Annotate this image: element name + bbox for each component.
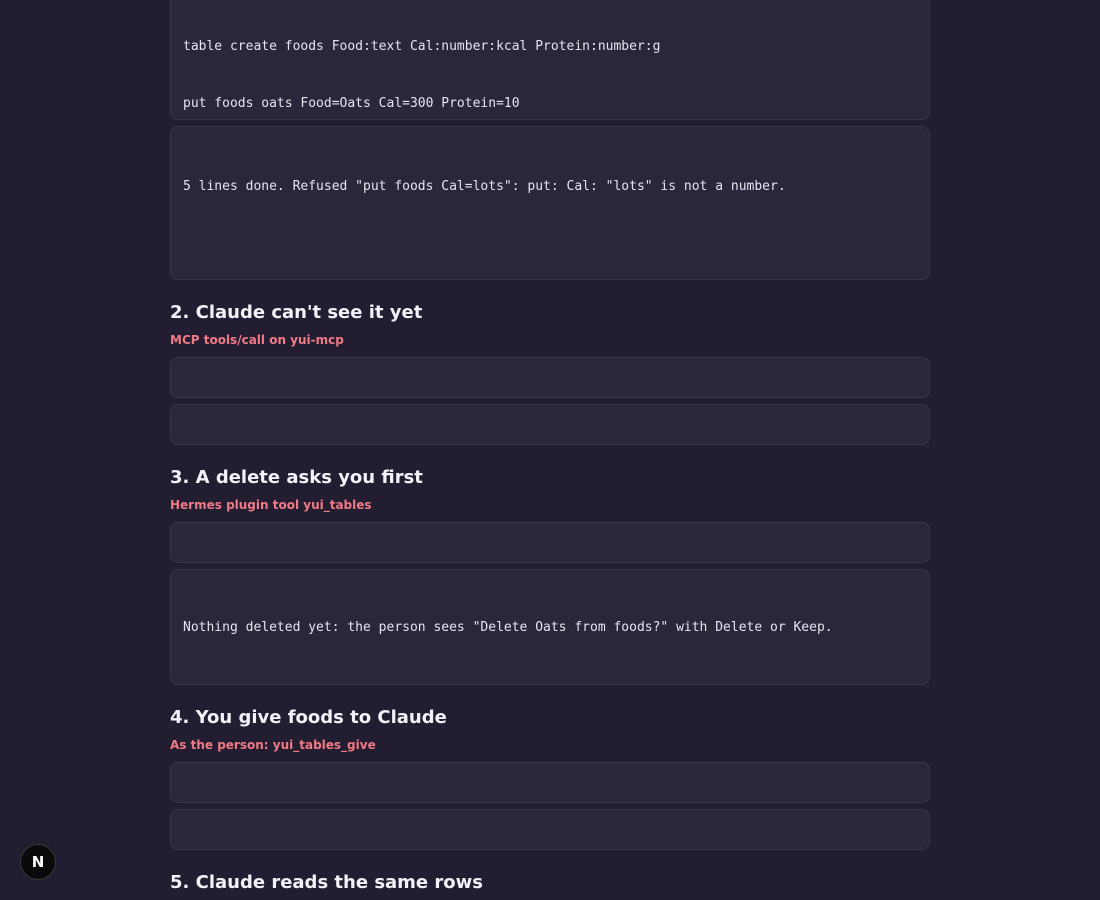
code-line: table create foods Food:text Cal:number:kcal Protein:number:g: [183, 39, 661, 54]
output-line: 5 lines done. Refused "put foods Cal=lots": put: Cal: "lots" is not a number.: [183, 179, 786, 194]
section-subheading: Hermes plugin tool yui_tables: [170, 498, 372, 512]
output-line: Nothing deleted yet: the person sees "Delete Oats from foods?" with Delete or Keep.: [183, 620, 833, 635]
section-heading: 5. Claude reads the same rows: [170, 872, 483, 893]
output-line: [183, 234, 917, 253]
code-block-create-table: [170, 0, 930, 120]
code-block-delete: [170, 522, 930, 563]
output-block-give: [170, 809, 930, 850]
output-block-delete: [170, 569, 930, 685]
output-line: [183, 675, 917, 685]
section-heading: 2. Claude can't see it yet: [170, 302, 423, 323]
code-block-give: [170, 762, 930, 803]
code-line: put foods oats Food=Oats Cal=300 Protein=10: [183, 96, 520, 111]
section-subheading: MCP tools/call on yui-mcp: [170, 333, 344, 347]
section-heading: 3. A delete asks you first: [170, 467, 423, 488]
next-logo-icon: [29, 853, 47, 871]
code-block-mcp-call: [170, 357, 930, 398]
output-block-mcp-call: [170, 404, 930, 445]
section-subheading: As the person: yui_tables_give: [170, 738, 376, 752]
fab-label: N: [31, 853, 45, 871]
section-heading: 4. You give foods to Claude: [170, 707, 447, 728]
output-block-create-table: [170, 126, 930, 280]
nextjs-devtools-button[interactable]: [20, 844, 56, 880]
